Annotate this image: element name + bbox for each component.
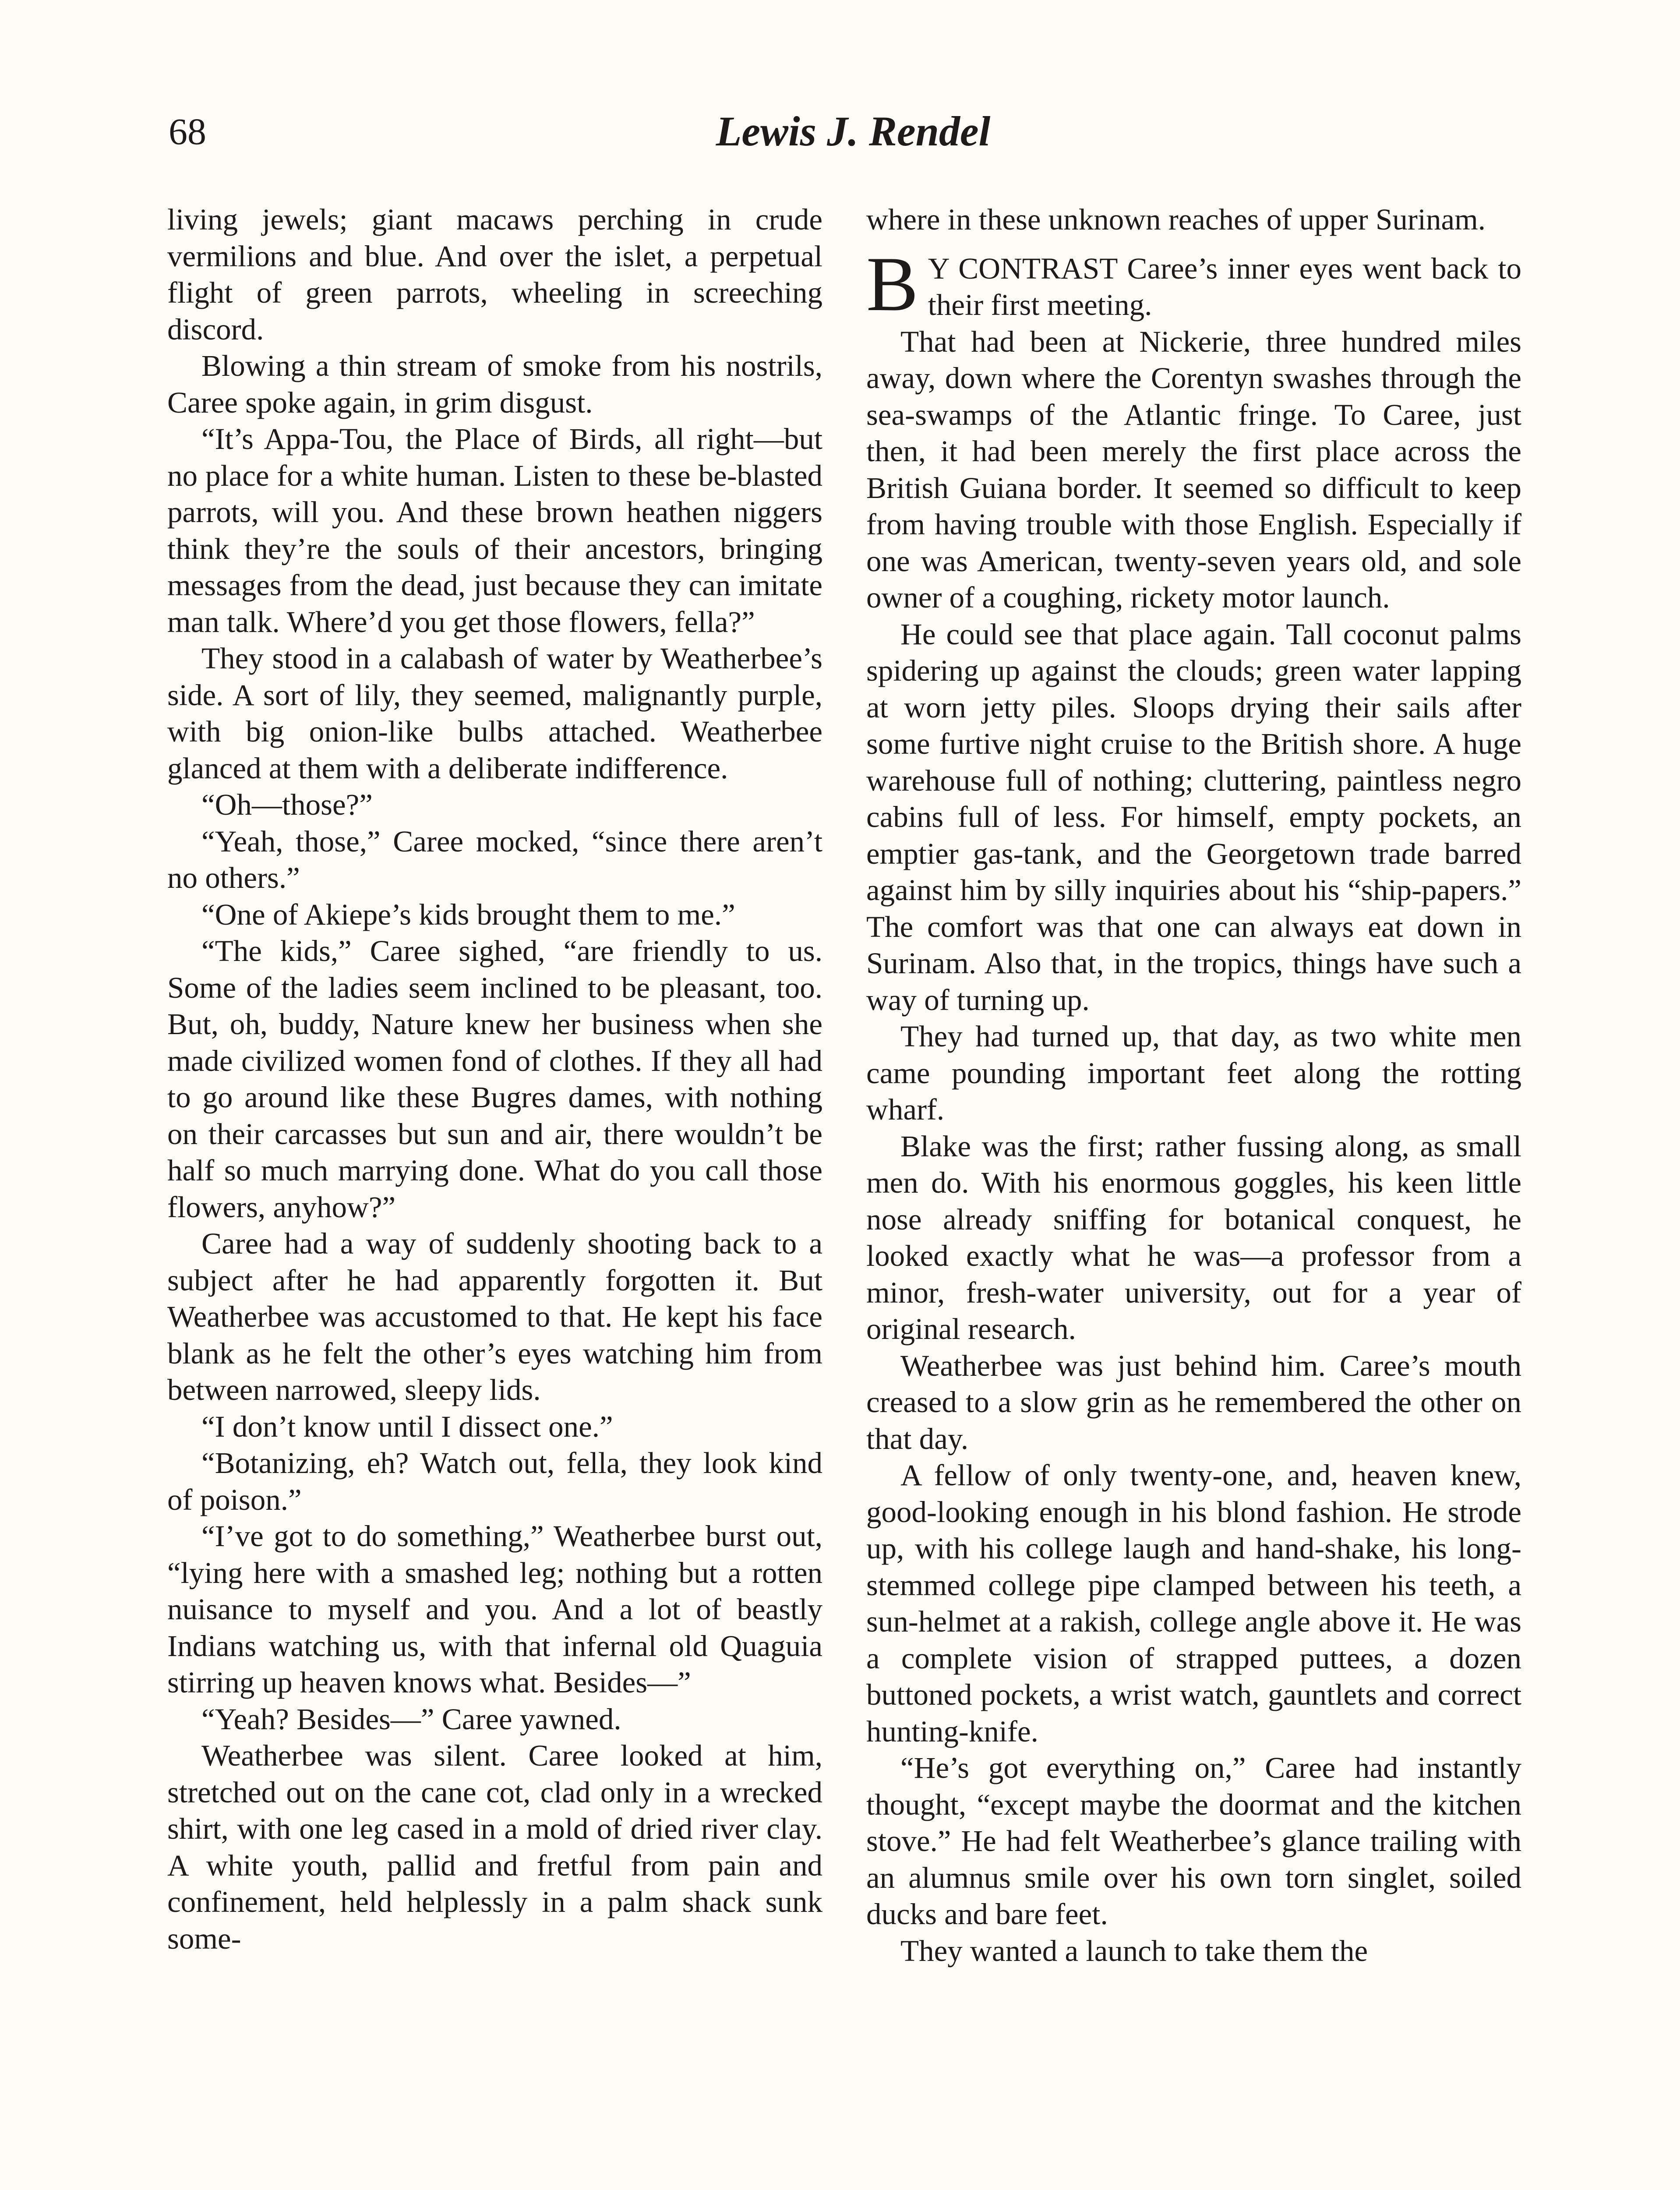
paragraph: “He’s got everything on,” Caree had instantly thought, “except maybe the doormat and the kitchen stove.” He had felt Weatherbee’s glance trailing with an alumnus smile over his own torn singlet, soiled ducks and bare feet.	[866, 1751, 1521, 1931]
paragraph: That had been at Nickerie, three hundred miles away, down where the Corentyn swashes through the sea-swamps of the Atlantic fringe. To Caree, just then, it had been merely the first place across the British Guiana border. It seemed so difficult to keep from having trouble with those English. Especially if one was American, twenty-seven years old, and sole owner of a coughing, rickety motor launch.	[866, 325, 1521, 614]
running-head: Lewis J. Rendel	[716, 108, 991, 155]
paragraph: “One of Akiepe’s kids brought them to me.”	[201, 897, 735, 931]
drop-cap: B	[866, 240, 918, 327]
paragraph: “It’s Appa-Tou, the Place of Birds, all right—but no place for a white human. Listen to these be-blasted parrots, will you. And these brown heathen niggers think they’re the souls of their ancestors, bringing messages from the dead, just because they can imitate man talk. Where’d you get those flowers, fella?”	[167, 422, 822, 639]
paragraph: A fellow of only twenty-one, and, heaven knew, good-looking enough in his blond fashion. He strode up, with his college laugh and hand-shake, his long-stemmed college pipe clamped between his teeth, a sun-helmet at a rakish, college angle above it. He was a complete vision of strapped puttees, a dozen buttoned pockets, a wrist watch, gauntlets and correct hunting-knife.	[866, 1459, 1521, 1748]
page-number: 68	[169, 110, 206, 152]
paragraph: “Oh—those?”	[201, 788, 373, 821]
right-column	[866, 201, 1521, 1969]
paragraph: Weatherbee was silent. Caree looked at him, stretched out on the cane cot, clad only in a wrecked shirt, with one leg cased in a mold of dried river clay. A white youth, pallid and fretful from pain and confinement, held helplessly in a palm shack sunk some-	[167, 1739, 822, 1955]
paragraph: “Yeah, those,” Caree mocked, “since there aren’t no others.”	[167, 824, 822, 894]
paragraph: They had turned up, that day, as two white men came pounding important feet along the rotting wharf.	[866, 1020, 1521, 1126]
paragraph: Blake was the first; rather fussing along, as small men do. With his enormous goggles, his keen little nose already sniffing for botanical conquest, he looked exactly what he was—a professor from a minor, fresh-water university, out for a year of original research.	[866, 1129, 1521, 1346]
section-lead: Y CONTRAST	[928, 251, 1118, 285]
paragraph: “I’ve got to do something,” Weatherbee burst out, “lying here with a smashed leg; nothing but a rotten nuisance to myself and you. And a lot of beastly Indians watching us, with that infernal old Quaguia stirring up heaven knows what. Besides—”	[167, 1519, 822, 1699]
paragraph: Caree had a way of suddenly shooting back to a subject after he had apparently forgotten it. But Weatherbee was accustomed to that. He kept his face blank as he felt the other’s eyes watching him from between narrowed, sleepy lids.	[167, 1227, 822, 1406]
paragraph: living jewels; giant macaws perching in crude vermilions and blue. And over the islet, a perpetual flight of green parrots, wheeling in screeching discord.	[167, 203, 822, 346]
section-opening-paragraph	[866, 240, 1522, 327]
paragraph: “I don’t know until I dissect one.”	[201, 1409, 613, 1443]
paragraph-continuation: where in these unknown reaches of upper Surinam.	[866, 203, 1486, 236]
paragraph: Weatherbee was just behind him. Caree’s mouth creased to a slow grin as he remembered the other on that day.	[866, 1349, 1521, 1455]
paragraph: “Yeah? Besides—” Caree yawned.	[201, 1702, 621, 1736]
paragraph: “Botanizing, eh? Watch out, fella, they look kind of poison.”	[167, 1446, 822, 1516]
section-first-rest: Caree’s inner eyes went back to their first meeting.	[928, 251, 1522, 321]
paragraph: They stood in a calabash of water by Weatherbee’s side. A sort of lily, they seemed, malignantly purple, with big onion-like bulbs attached. Weatherbee glanced at them with a deliberate indifference.	[167, 642, 822, 785]
paragraph: Blowing a thin stream of smoke from his nostrils, Caree spoke again, in grim disgust.	[167, 349, 822, 419]
paragraph: “The kids,” Caree sighed, “are friendly to us. Some of the ladies seem inclined to be pleasant, too. But, oh, buddy, Nature knew her business when she made civilized women fond of clothes. If they all had to go around like these Bugres dames, with nothing on their carcasses but sun and air, there wouldn’t be half so much marrying done. What do you call those flowers, anyhow?”	[167, 934, 822, 1224]
paragraph: They wanted a launch to take them the	[900, 1934, 1368, 1967]
left-column	[167, 201, 822, 1957]
paragraph: He could see that place again. Tall coconut palms spidering up against the clouds; green water lapping at worn jetty piles. Sloops drying their sails after some furtive night cruise to the British shore. A huge warehouse full of nothing; cluttering, paintless negro cabins full of less. For himself, empty pockets, an emptier gas-tank, and the Georgetown trade barred against him by silly inquiries about his “ship-papers.” The comfort was that one can always eat down in Surinam. Also that, in the tropics, things have such a way of turning up.	[866, 617, 1521, 1017]
